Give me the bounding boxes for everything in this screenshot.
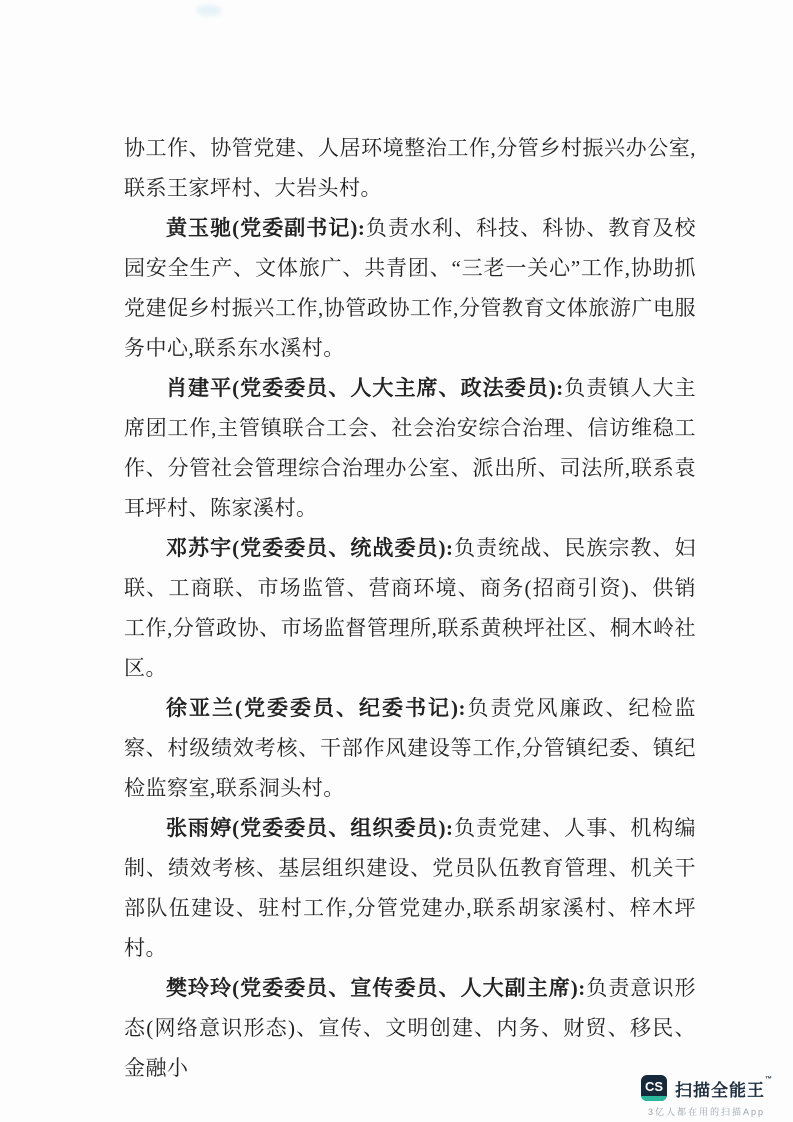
official-entry: [124, 808, 696, 968]
official-duties: 负责党建、人事、机构编制、绩效考核、基层组织建设、党员队伍教育管理、机关干部队伍建设、驻村工作,分管党建办,联系胡家溪村、梓木坪村。: [124, 816, 696, 960]
camscanner-watermark: [641, 1075, 772, 1118]
official-name-title: 邓苏宇(党委委员、统战委员):: [166, 536, 454, 560]
paragraph-continuation: 协工作、协管党建、人居环境整治工作,分管乡村振兴办公室,联系王家坪村、大岩头村。: [124, 136, 696, 200]
official-duties: 负责镇人大主席团工作,主管镇联合工会、社会治安综合治理、信访维稳工作、分管社会管理综合治理办公室、派出所、司法所,联系袁耳坪村、陈家溪村。: [124, 376, 697, 520]
trademark-symbol: ™: [765, 1075, 772, 1083]
camscanner-tagline: 3亿人都在用的扫描App: [647, 1107, 766, 1117]
camscanner-watermark-row: [641, 1075, 772, 1101]
official-entry: [124, 368, 696, 528]
official-name-title: 徐亚兰(党委委员、纪委书记):: [166, 696, 466, 720]
official-entry: [124, 528, 696, 688]
official-duties: 负责统战、民族宗教、妇联、工商联、市场监管、营商环境、商务(招商引资)、供销工作,分管政协、市场监督管理所,联系黄秧坪社区、桐木岭社区。: [124, 536, 696, 680]
official-name-title: 樊玲玲(党委委员、宣传委员、人大副主席):: [166, 976, 586, 1000]
document-text-block: [124, 128, 696, 1088]
official-duties: 负责意识形态(网络意识形态)、宣传、文明创建、内务、财贸、移民、金融小: [124, 976, 697, 1080]
official-name-title: 肖建平(党委委员、人大主席、政法委员):: [166, 376, 564, 400]
camscanner-brand-name: [675, 1076, 772, 1101]
scan-artifact-smudge: [196, 5, 222, 16]
official-entry: [124, 688, 696, 808]
official-duties: 负责党风廉政、纪检监察、村级绩效考核、干部作风建设等工作,分管镇纪委、镇纪检监察室,联系洞头村。: [124, 696, 697, 800]
cs-logo-text: CS: [644, 1078, 664, 1094]
official-duties: 负责水利、科技、科协、教育及校园安全生产、文体旅广、共青团、“三老一关心”工作,协助抓党建促乡村振兴工作,协管政协工作,分管教育文体旅游广电服务中心,联系东水溪村。: [124, 216, 697, 360]
official-name-title: 黄玉驰(党委副书记):: [166, 216, 366, 240]
official-entry: [124, 208, 696, 368]
official-entry: [124, 968, 696, 1088]
official-name-title: 张雨婷(党委委员、组织委员):: [166, 816, 454, 840]
cs-logo-accent-strip: [641, 1096, 667, 1101]
camscanner-logo-icon: [641, 1075, 667, 1101]
brand-label: 扫描全能王: [675, 1080, 765, 1100]
